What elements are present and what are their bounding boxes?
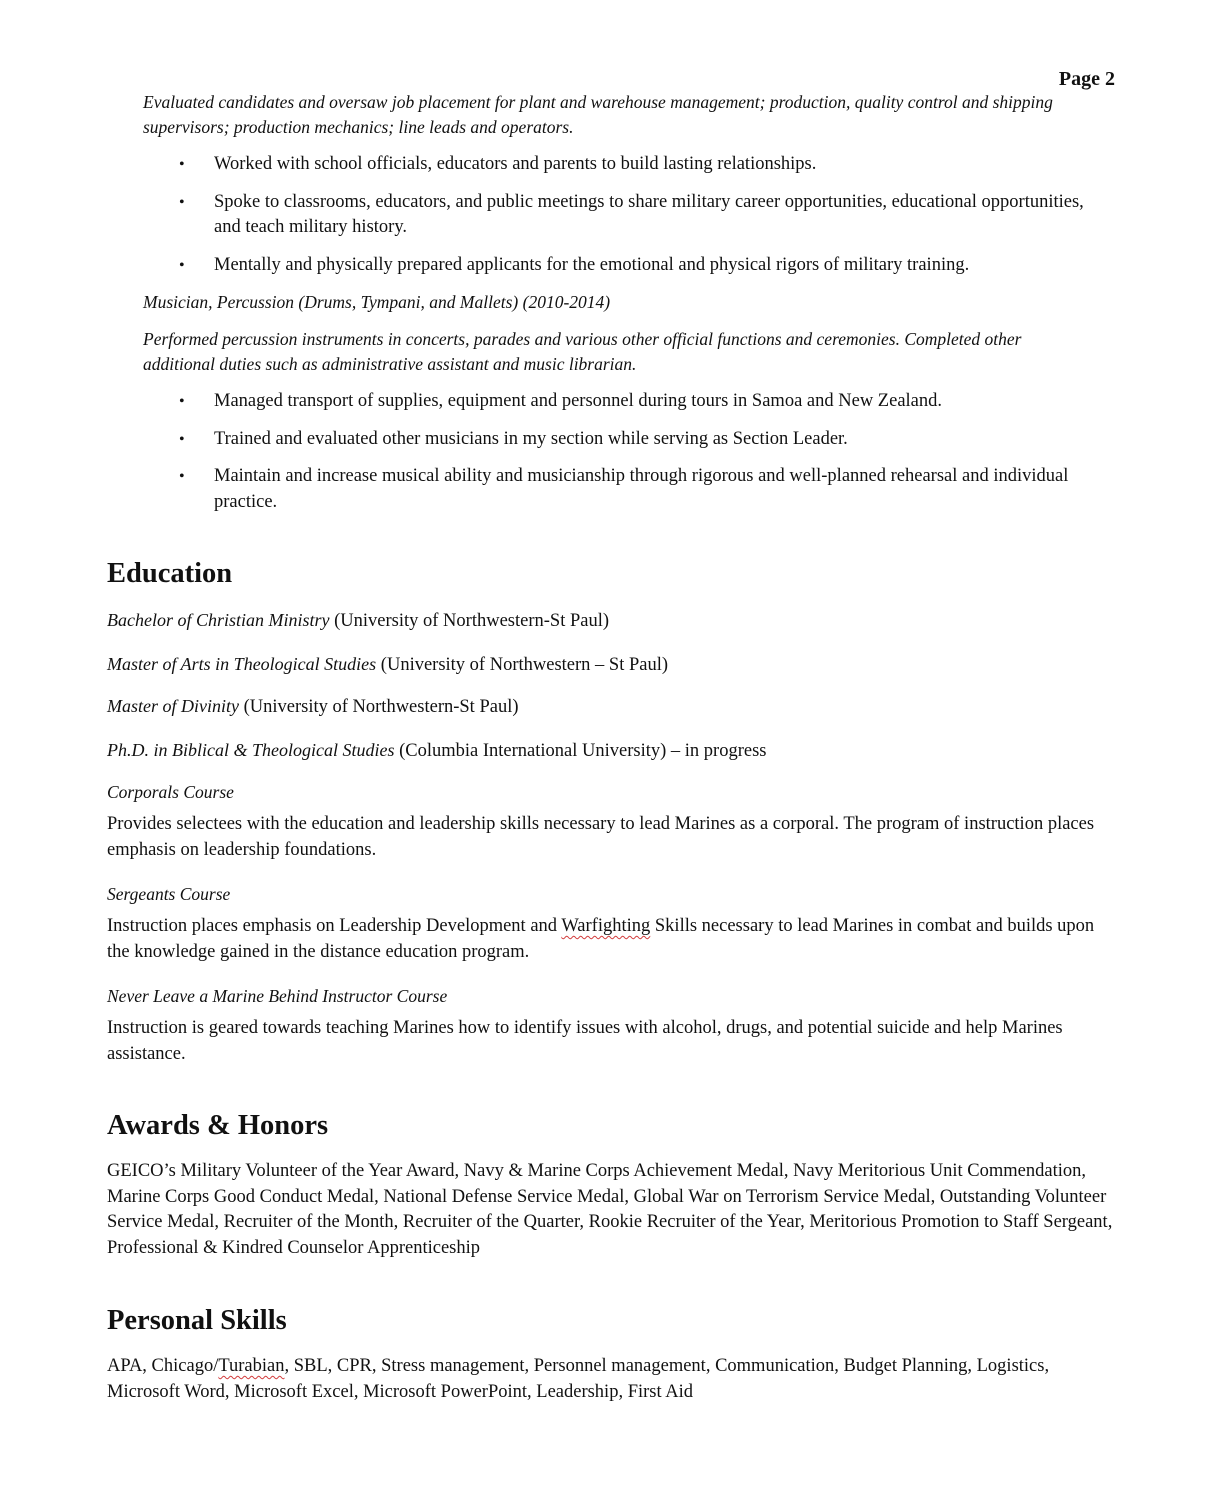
- recruiter-bullets: [143, 152, 1093, 278]
- course-title: Sergeants Course: [107, 884, 231, 904]
- bullet-icon: •: [179, 430, 185, 448]
- musician-job-section: [143, 290, 1093, 515]
- musician-title: Musician, Percussion (Drums, Tympani, and Mallets) (2010-2014): [143, 292, 611, 312]
- musician-description: Performed percussion instruments in concerts, parades and various other official functions and ceremonies. Completed other additional duties such as administrative assistant and music librarian.: [143, 329, 1022, 374]
- degree-name: Master of Arts in Theological Studies: [107, 653, 377, 674]
- skills-section: [107, 1304, 1117, 1405]
- course-title: Never Leave a Marine Behind Instructor Course: [107, 986, 448, 1006]
- recruiter-job-section: [143, 90, 1093, 278]
- bullet-icon: •: [179, 468, 185, 485]
- course-description: Provides selectees with the education and leadership skills necessary to lead Marines as a corporal. The program of instruction places emphasis on leadership foundations.: [107, 814, 1095, 860]
- education-section: [107, 557, 1117, 1067]
- course-description: Instruction places emphasis on Leadership Development and Warfighting Skills necessary to lead Marines in combat and builds upon the knowledge gained in the distance education program.: [107, 916, 1095, 962]
- musician-bullets: [143, 389, 1093, 515]
- degree-item: [107, 652, 1117, 679]
- spellcheck-flagged-word[interactable]: Turabian: [218, 1356, 285, 1376]
- degree-institution: (University of Northwestern – St Paul): [376, 654, 669, 675]
- awards-section: [107, 1109, 1117, 1261]
- degree-name: Master of Divinity: [107, 696, 239, 716]
- course-description: Instruction is geared towards teaching Marines how to identify issues with alcohol, drugs, and potential suicide and help Marines assistance.: [107, 1018, 1063, 1064]
- bullet-icon: •: [179, 393, 185, 410]
- spellcheck-flagged-word[interactable]: Warfighting: [561, 916, 651, 936]
- list-item: • Maintain and increase musical ability and musicianship through rigorous and well-planned rehearsal and individual practice.: [179, 466, 1069, 512]
- skills-text: APA, Chicago/Turabian, SBL, CPR, Stress management, Personnel management, Communication, Budget Planning, Logistics, Microsoft Word, Microsoft Excel, Microsoft PowerPoint, Leadership, First Aid: [107, 1356, 1050, 1402]
- skills-heading: Personal Skills: [107, 1305, 287, 1336]
- list-item: • Trained and evaluated other musicians in my section while serving as Section Leader.: [143, 427, 1093, 453]
- degree-item: [107, 694, 1117, 721]
- course-title: Corporals Course: [107, 782, 234, 802]
- list-item: • Managed transport of supplies, equipment and personnel during tours in Samoa and New Zealand.: [143, 389, 1093, 415]
- bullet-icon: •: [179, 256, 185, 274]
- degree-institution: (University of Northwestern-St Paul): [329, 611, 610, 631]
- bullet-icon: •: [179, 156, 185, 173]
- list-item: • Mentally and physically prepared applicants for the emotional and physical rigors of military training.: [143, 253, 1093, 279]
- awards-heading: Awards & Honors: [107, 1110, 329, 1141]
- list-item: • Worked with school officials, educators and parents to build lasting relationships.: [143, 152, 1093, 178]
- page-number: Page 2: [1058, 68, 1115, 90]
- awards-text: GEICO’s Military Volunteer of the Year Award, Navy & Marine Corps Achievement Medal, Navy Meritorious Unit Commendation, Marine Corps Good Conduct Medal, National Defense Service Medal, Global War on Terrorism Service Medal, Outstanding Volunteer Service Medal, Recruiter of the Month, Recruiter of the Quarter, Rookie Recruiter of the Year, Meritorious Promotion to Staff Sergeant, Professional & Kindred Counselor Apprenticeship: [107, 1161, 1113, 1258]
- degree-item: [107, 738, 1117, 765]
- recruiter-description: Evaluated candidates and oversaw job placement for plant and warehouse management; production, quality control and shipping supervisors; production mechanics; line leads and operators.: [143, 92, 1053, 137]
- education-heading: Education: [107, 558, 233, 589]
- degree-item: [107, 608, 1117, 635]
- degree-institution: (Columbia International University) – in progress: [394, 740, 767, 761]
- list-item: • Spoke to classrooms, educators, and public meetings to share military career opportunities, educational opportunities, and teach military history.: [179, 191, 1084, 237]
- degree-institution: (University of Northwestern-St Paul): [238, 697, 519, 717]
- degree-name: Bachelor of Christian Ministry: [107, 610, 330, 630]
- degree-name: Ph.D. in Biblical & Theological Studies: [107, 739, 395, 760]
- bullet-icon: •: [179, 193, 185, 211]
